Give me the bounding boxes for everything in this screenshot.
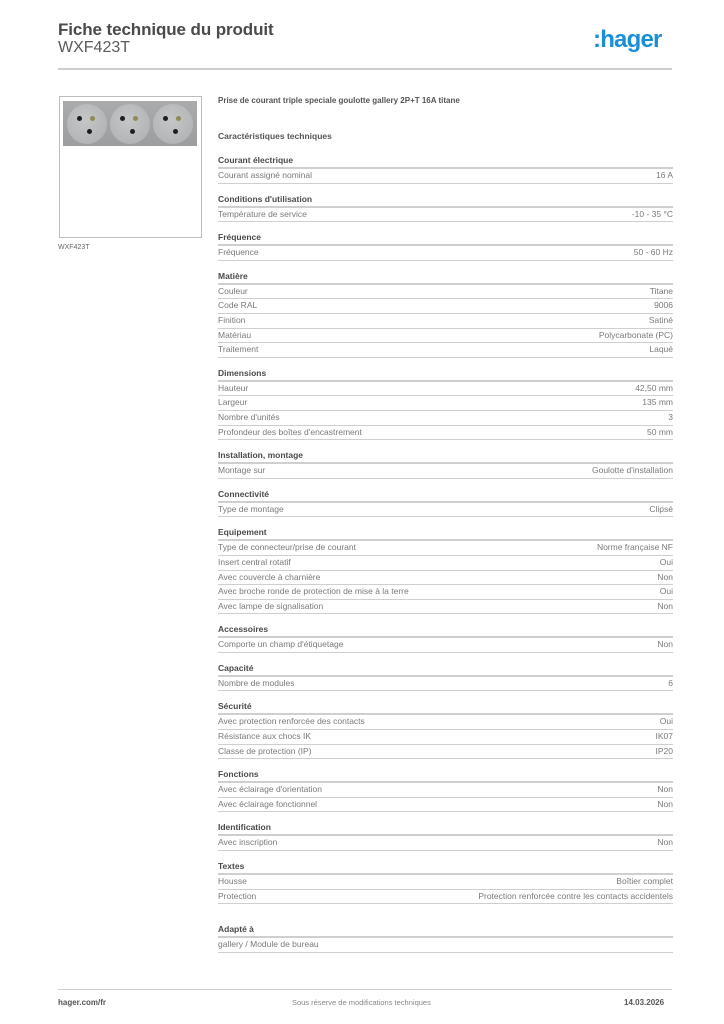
- spec-row: [218, 411, 673, 426]
- spec-label: Largeur: [218, 397, 248, 408]
- earth-pin-icon: [133, 116, 138, 121]
- spec-label: Avec protection renforcée des contacts: [218, 716, 365, 727]
- pin-icon: [87, 129, 92, 134]
- spec-row: [218, 938, 673, 953]
- spec-value: 50 mm: [647, 426, 673, 437]
- spec-value: 3: [668, 411, 673, 422]
- pin-icon: [173, 129, 178, 134]
- spec-value: 16 A: [655, 170, 673, 180]
- spec-value: Non: [657, 639, 673, 650]
- spec-section: [218, 663, 673, 692]
- spec-value: Protection renforcée contre les contacts accidentels: [478, 890, 673, 901]
- section-heading: Courant électrique: [218, 155, 673, 169]
- spec-value: Boîtier complet: [616, 876, 673, 887]
- spec-row: [218, 715, 673, 730]
- spec-section: [218, 924, 673, 953]
- spec-section: [218, 489, 673, 518]
- spec-label: Nombre d'unités: [218, 411, 280, 422]
- specs-title: Caractéristiques techniques: [218, 131, 332, 141]
- spec-value: IK07: [655, 731, 673, 742]
- footer-website-link[interactable]: hager.com/fr: [58, 998, 107, 1007]
- spec-row: [218, 677, 673, 692]
- spec-row: [218, 600, 673, 615]
- specs-table: [218, 155, 673, 963]
- spec-label: Avec broche ronde de protection de mise à la terre: [218, 586, 409, 597]
- spec-value: Non: [657, 600, 673, 611]
- spec-label: Type de montage: [218, 503, 284, 514]
- spec-row: [218, 396, 673, 411]
- pin-icon: [77, 116, 82, 121]
- spec-label: Fréquence: [218, 247, 259, 258]
- spec-row: [218, 314, 673, 329]
- spec-row: [218, 246, 673, 261]
- spec-value: 135 mm: [642, 397, 673, 408]
- spec-section: [218, 194, 673, 223]
- header-divider: [58, 68, 672, 70]
- spec-value: Goulotte d'installation: [591, 465, 673, 476]
- section-heading: Fonctions: [218, 769, 673, 783]
- spec-label: Avec couvercle à charnière: [218, 571, 321, 582]
- earth-pin-icon: [176, 116, 181, 121]
- socket-2-icon: [110, 104, 150, 144]
- footer-divider: [58, 989, 672, 990]
- spec-value: Oui: [659, 556, 673, 567]
- section-heading: Textes: [218, 861, 673, 875]
- spec-row: [218, 299, 673, 314]
- section-heading: Installation, montage: [218, 450, 673, 464]
- spec-label: Courant assigné nominal: [218, 170, 313, 180]
- spec-label: Avec inscription: [218, 837, 278, 848]
- spec-row: [218, 638, 673, 653]
- spec-label: Avec lampe de signalisation: [218, 600, 324, 611]
- section-heading: Identification: [218, 822, 673, 836]
- spec-section: [218, 527, 673, 614]
- product-image-frame: [59, 96, 202, 238]
- hager-logo: :hager: [593, 26, 662, 53]
- spec-label: Classe de protection (IP): [218, 745, 312, 756]
- section-heading: Connectivité: [218, 489, 673, 503]
- pin-icon: [130, 129, 135, 134]
- spec-label: Résistance aux chocs IK: [218, 731, 312, 742]
- spec-label: Profondeur des boîtes d'encastrement: [218, 426, 362, 437]
- spec-label: Housse: [218, 876, 247, 887]
- section-heading: Conditions d'utilisation: [218, 194, 673, 208]
- spec-value: 6: [668, 677, 673, 688]
- product-name: Prise de courant triple speciale goulotte gallery 2P+T 16A titane: [218, 96, 460, 105]
- spec-row: [218, 585, 673, 600]
- spec-section: [218, 271, 673, 358]
- spec-row: [218, 169, 673, 184]
- spec-label: Traitement: [218, 344, 259, 355]
- footer-date: 14.03.2026: [624, 998, 665, 1007]
- spec-value: Laqué: [649, 344, 673, 355]
- spec-value: 42,50 mm: [635, 382, 673, 393]
- spec-row: [218, 329, 673, 344]
- spec-label: Protection: [218, 890, 257, 901]
- spec-value: Norme française NF: [596, 542, 673, 553]
- spec-row: [218, 730, 673, 745]
- spec-value: Polycarbonate (PC): [598, 329, 673, 340]
- spec-label: Type de connecteur/prise de courant: [218, 542, 356, 553]
- spec-label: Nombre de modules: [218, 677, 295, 688]
- section-heading: Capacité: [218, 663, 673, 677]
- spec-value: Non: [657, 798, 673, 809]
- spec-section: [218, 701, 673, 759]
- spec-row: [218, 426, 673, 441]
- image-caption: WXF423T: [58, 244, 90, 251]
- spec-label: Hauteur: [218, 382, 249, 393]
- spec-section: [218, 861, 673, 904]
- spec-row: [218, 875, 673, 890]
- spec-row: [218, 382, 673, 397]
- spec-value: Non: [657, 571, 673, 582]
- socket-1-icon: [67, 104, 107, 144]
- page-title: Fiche technique du produit: [58, 20, 274, 39]
- spec-value: Oui: [659, 586, 673, 597]
- section-heading: Matière: [218, 271, 673, 285]
- spec-row: [218, 285, 673, 300]
- spec-label: Finition: [218, 314, 246, 325]
- spec-label: Code RAL: [218, 300, 258, 311]
- spec-value: 50 - 60 Hz: [633, 247, 673, 258]
- pin-icon: [163, 116, 168, 121]
- section-heading: Fréquence: [218, 232, 673, 246]
- section-heading: Adapté à: [218, 924, 673, 938]
- section-heading: Accessoires: [218, 624, 673, 638]
- spec-value: IP20: [655, 745, 673, 756]
- spec-section: [218, 769, 673, 812]
- spec-value: Titane: [649, 285, 673, 296]
- spec-label: Montage sur: [218, 465, 266, 476]
- spec-label: Comporte un champ d'étiquetage: [218, 639, 344, 650]
- spec-row: [218, 890, 673, 905]
- spec-row: [218, 503, 673, 518]
- spec-row: [218, 541, 673, 556]
- spec-section: [218, 450, 673, 479]
- spec-value: Oui: [659, 716, 673, 727]
- spec-value: -10 - 35 °C: [631, 208, 673, 219]
- section-heading: Dimensions: [218, 368, 673, 382]
- spec-row: [218, 464, 673, 479]
- spec-label: Matériau: [218, 329, 252, 340]
- spec-section: [218, 368, 673, 440]
- spec-row: [218, 745, 673, 760]
- spec-value: Non: [657, 784, 673, 795]
- section-heading: Sécurité: [218, 701, 673, 715]
- spec-label: Avec éclairage d'orientation: [218, 784, 323, 795]
- spec-label: Couleur: [218, 285, 248, 296]
- spec-label: gallery / Module de bureau: [218, 939, 319, 950]
- spec-value: 9006: [654, 300, 673, 311]
- spec-row: [218, 783, 673, 798]
- spec-row: [218, 571, 673, 586]
- spec-row: [218, 798, 673, 813]
- spec-section: [218, 624, 673, 653]
- section-heading: Equipement: [218, 527, 673, 541]
- spec-label: Avec éclairage fonctionnel: [218, 798, 318, 809]
- spec-row: [218, 836, 673, 851]
- pin-icon: [120, 116, 125, 121]
- spec-value: Clipsé: [649, 503, 673, 514]
- product-reference: WXF423T: [58, 39, 131, 56]
- spec-value: Satiné: [648, 314, 673, 325]
- spec-row: [218, 208, 673, 223]
- spec-label: Température de service: [218, 208, 307, 219]
- footer-disclaimer: Sous réserve de modifications techniques: [292, 998, 431, 1007]
- spec-row: [218, 343, 673, 358]
- socket-outlet-triple-image: [63, 101, 197, 146]
- earth-pin-icon: [90, 116, 95, 121]
- spec-section: [218, 232, 673, 261]
- spec-row: [218, 556, 673, 571]
- spec-section: [218, 822, 673, 851]
- spec-label: Insert central rotatif: [218, 556, 291, 567]
- spec-section: [218, 155, 673, 184]
- socket-3-icon: [153, 104, 193, 144]
- spec-value: Non: [657, 837, 673, 848]
